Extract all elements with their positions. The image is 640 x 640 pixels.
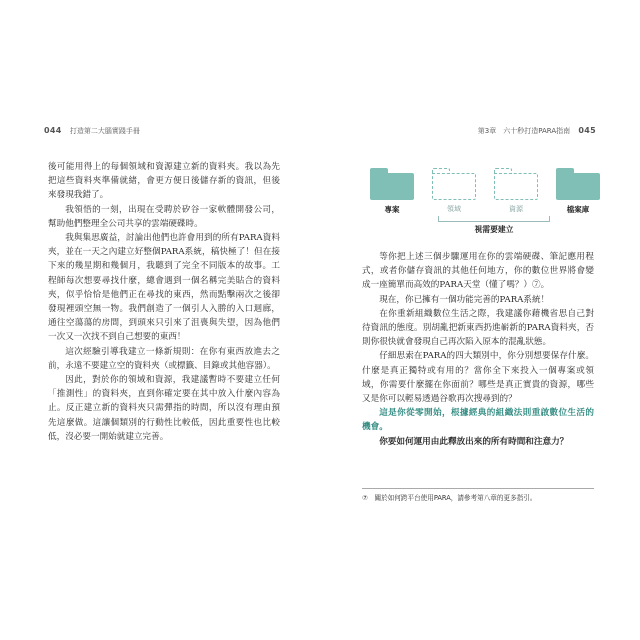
folder-icon-resources	[494, 168, 538, 200]
right-page-header	[478, 126, 596, 136]
para-folder-diagram	[370, 168, 610, 238]
left-running-title: 打造第二大腦實踐手冊	[69, 127, 140, 135]
paragraph: 因此，對於你的領域和資源，我建議暫時不要建立任何「推測性」的資料夾，直到你確定要在其中放入什麼內容為止。反正建立新的資料夾只需彈指的時間，所以沒有理由預先這麼做。這讓個類別的行動性比較低，因此重要性也比較低，沒必要一開始就建立完善。	[48, 375, 280, 442]
folder-label-areas: 領域	[447, 205, 461, 213]
paragraph: 後可能用得上的每個領域和資源建立新的資料夾。我以為先把這些資料夾準備就緒，會更方便日後儲存新的資訊，但後來發現我錯了。	[48, 162, 280, 201]
highlight-text: 這是你從零開始，根據經典的組織法則重啟數位生活的機會。	[362, 408, 594, 433]
right-page-body	[362, 250, 594, 449]
paragraph: 我領悟的一刻，出現在受聘於矽谷一家軟體開發公司，幫助他們整理全公司共享的雲端硬碟時。	[48, 204, 280, 229]
folder-label-projects: 專案	[384, 205, 400, 214]
create-as-needed-label: 視需要建立	[474, 225, 514, 234]
paragraph: 現在，你已擁有一個功能完善的PARA系統！	[379, 294, 550, 305]
right-running-title: 第3章 六十秒打造PARA指南	[477, 127, 571, 135]
folder-label-resources: 資源	[509, 205, 523, 213]
create-as-needed-bracket	[438, 216, 550, 222]
left-page-body	[48, 160, 280, 444]
paragraph: 這次經驗引導我建立一條新規則：在你有東西放進去之前，永遠不要建立空的資料夾（或標籤、目錄或其他容器）。	[48, 346, 280, 371]
right-page-number: 045	[578, 126, 596, 135]
folder-icon-projects	[370, 168, 414, 200]
highlight-question: 你要如何運用由此釋放出來的所有時間和注意力？	[379, 436, 569, 447]
footnote: ⑦ 關於如何跨平台使用PARA，請參考第八章的更多指引。	[362, 494, 537, 502]
folder-icon-archives	[556, 168, 600, 200]
folder-label-archives: 檔案庫	[566, 205, 590, 214]
folder-icon-areas	[432, 168, 476, 200]
left-page-header	[44, 126, 140, 136]
paragraph: 仔細思索在PARA的四大類別中，你分別想要保存什麼。什麼是真正獨特或有用的？當你全下來投入一個專案或領域，你需要什麼擺在你面前？哪些是真正實貴的資源，哪些又是你可以輕易透過谷歌再次搜尋到的？	[362, 351, 594, 405]
paragraph: 在你重新組織數位生活之際，我建議你藉機省思自己對待資訊的態度。別胡亂把新東西扔進嶄新的PARA資料夾，否則你很快就會發現自己再次陷入原本的混亂狀態。	[362, 308, 594, 348]
left-page-number: 044	[44, 126, 62, 135]
paragraph: 等你把上述三個步驟運用在你的雲端硬碟、筆記應用程式，或者你儲存資訊的其他任何地方，你的數位世界將會變成一座簡單而高效的PARA天堂（懂了嗎？）⑦。	[362, 252, 594, 291]
paragraph: 我與集思廣益，討論出他們也許會用到的所有PARA資料夾，並在一天之內建立好整個PARA系統，稿快極了！但在接下來的幾星期和幾個月，我聽到了完全不同版本的故事。工程師每次想要尋找什麼，總會遇到一個名稱完美貼合的資料夾，似乎恰恰是他們正在尋找的東西，然而點擊兩次之後卻發現裡頭空無一物。我們創造了一個引人入勝的入口迴廊，通往空蕩蕩的房間，到頭來只引來了沮喪與失望，因為他們一次又一次找不到自己想要的東西！	[48, 233, 280, 343]
footnote-divider	[362, 488, 594, 489]
